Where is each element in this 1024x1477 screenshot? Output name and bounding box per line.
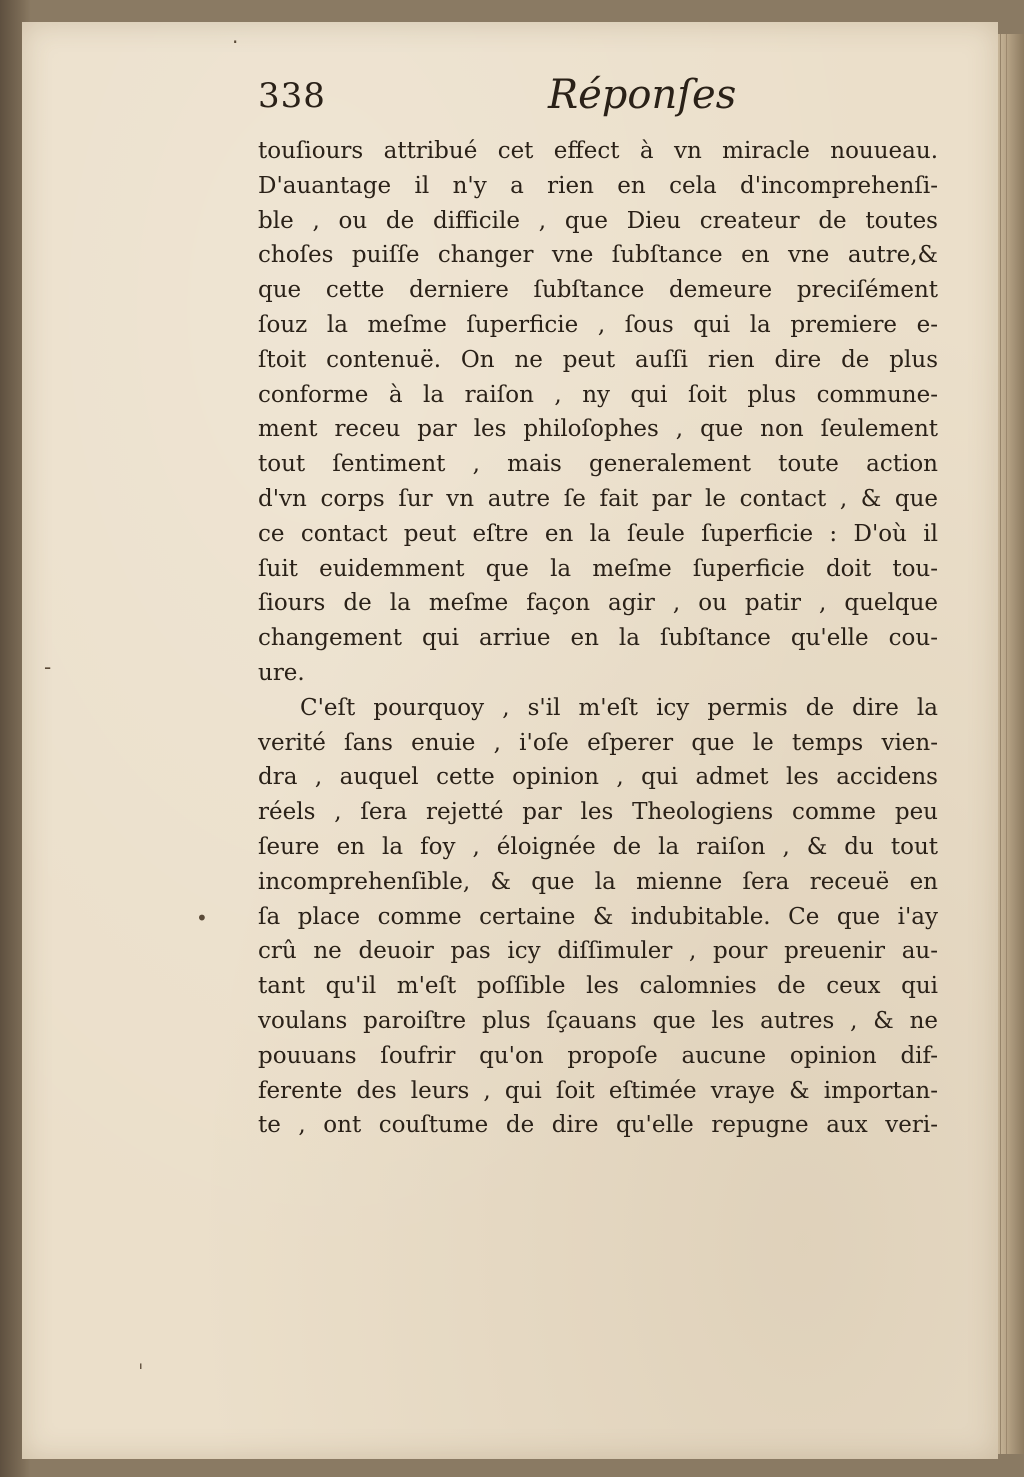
text-line: conforme à la raiſon , ny qui ſoit plus commune- xyxy=(258,381,938,408)
text-line: ſtoit contenuë. On ne peut auſſi rien dire de plus xyxy=(258,346,938,373)
text-line: ſuit euidemment que la meſme ſuperficie doit tou- xyxy=(258,555,938,582)
text-line: ſa place comme certaine & indubitable. Ce que i'ay xyxy=(258,903,938,930)
body-text xyxy=(258,134,938,1143)
text-line: réels , ſera rejetté par les Theologiens comme peu xyxy=(258,799,938,826)
text-line: te , ont couſtume de dire qu'elle repugne aux veri- xyxy=(258,1112,938,1139)
paper-speck: · xyxy=(232,30,239,54)
text-line: ment receu par les philoſophes , que non ſeulement xyxy=(258,416,938,443)
text-line: que cette derniere ſubſtance demeure preciſément xyxy=(258,277,938,304)
text-line: tout ſentiment , mais generalement toute action xyxy=(258,451,938,478)
text-line: ſiours de la meſme façon agir , ou patir , quelque xyxy=(258,590,938,617)
paragraph-start-line: C'eſt pourquoy , s'il m'eſt icy permis de dire la xyxy=(300,694,938,721)
paper-speck: ˈ xyxy=(138,1360,144,1384)
paper-speck: - xyxy=(44,655,52,679)
book-page-edges xyxy=(996,34,1024,1454)
running-head: Réponſes xyxy=(548,72,737,118)
text-line: ferente des leurs , qui ſoit eſtimée vraye & importan- xyxy=(258,1077,938,1104)
page-header xyxy=(258,72,938,132)
text-line: dra , auquel cette opinion , qui admet les accidens xyxy=(258,764,938,791)
text-line: ure. xyxy=(258,659,305,686)
text-line: changement qui arriue en la ſubſtance qu'elle cou- xyxy=(258,625,938,652)
text-line: choſes puiſſe changer vne ſubſtance en vne autre,& xyxy=(258,242,938,269)
text-line: ble , ou de difficile , que Dieu createur de toutes xyxy=(258,207,938,234)
text-line: verité ſans enuie , i'oſe eſperer que le temps vien- xyxy=(258,729,938,756)
text-line: ce contact peut eſtre en la ſeule ſuperficie : D'où il xyxy=(258,520,938,547)
text-line: voulans paroiſtre plus ſçauans que les autres , & ne xyxy=(258,1007,938,1034)
text-line: touſiours attribué cet effect à vn miracle nouueau. xyxy=(258,138,938,164)
paper-speck: • xyxy=(196,906,208,930)
text-line: d'vn corps ſur vn autre ſe fait par le contact , & que xyxy=(258,485,938,512)
text-line: ſeure en la foy , éloignée de la raiſon , & du tout xyxy=(258,833,938,860)
text-line: ſouz la meſme ſuperficie , ſous qui la premiere e- xyxy=(258,311,938,338)
text-line: pouuans ſoufrir qu'on propoſe aucune opinion dif- xyxy=(258,1042,938,1069)
text-line: incomprehenſible, & que la mienne ſera receuë en xyxy=(258,868,938,895)
text-line: tant qu'il m'eſt poſſible les calomnies de ceux qui xyxy=(258,973,938,1000)
text-line: crû ne deuoir pas icy diſſimuler , pour preuenir au- xyxy=(258,938,938,965)
text-line: D'auantage il n'y a rien en cela d'incomprehenſi- xyxy=(258,172,938,199)
page-number: 338 xyxy=(258,76,326,116)
